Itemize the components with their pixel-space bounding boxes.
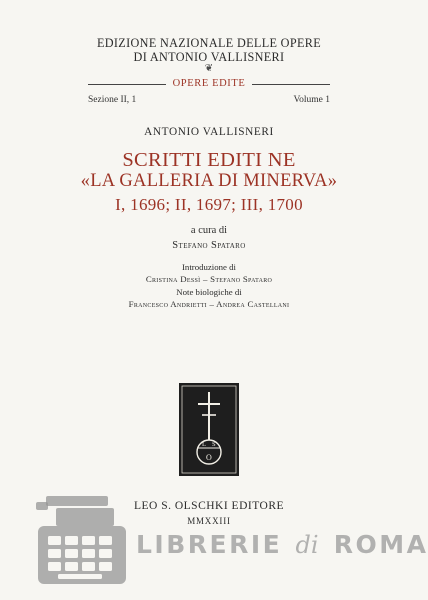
series-title xyxy=(0,36,418,64)
floral-ornament-icon: ❦ xyxy=(204,63,214,74)
author-name: ANTONIO VALLISNERI xyxy=(144,126,274,138)
curator-name: Stefano Spataro xyxy=(172,240,246,251)
book-title xyxy=(0,150,418,192)
book-subtitle: I, 1696; II, 1697; III, 1700 xyxy=(115,195,303,214)
book-title-line1: SCRITTI EDITI NE xyxy=(122,149,296,171)
series-title-line2: DI ANTONIO VALLISNERI xyxy=(133,50,285,64)
curated-by-label: a cura di xyxy=(190,225,228,236)
book-title-line2: «LA GALLERIA DI MINERVA» xyxy=(80,171,338,191)
publisher-emblem-icon xyxy=(178,382,240,477)
section-label: Sezione II, 1 xyxy=(88,95,137,105)
opere-edite-label: OPERE EDITE xyxy=(172,78,246,89)
rule-right xyxy=(252,84,330,85)
opere-edite-rule xyxy=(88,77,330,91)
notes-authors: Francesco Andrietti – Andrea Castellani xyxy=(128,299,290,309)
watermark-text xyxy=(136,530,428,559)
watermark xyxy=(36,488,428,588)
emblem-letter-s: S xyxy=(212,441,216,448)
watermark-city: ROMA xyxy=(333,530,428,559)
watermark-main: LIBRERIE xyxy=(136,530,283,559)
publication-year: MMXXIII xyxy=(187,516,231,526)
volume-label: Volume 1 xyxy=(293,95,330,105)
publisher-name: LEO S. OLSCHKI EDITORE xyxy=(133,500,285,512)
typewriter-logo-icon xyxy=(36,488,132,588)
emblem-letter-o: O xyxy=(206,453,212,462)
introduction-authors: Cristina Dessì – Stefano Spataro xyxy=(145,274,273,284)
notes-label: Note biologiche di xyxy=(176,287,242,297)
emblem-letter-l: L xyxy=(202,441,206,448)
introduction-label: Introduzione di xyxy=(182,262,236,272)
watermark-di: di xyxy=(295,531,319,559)
series-title-line1: EDIZIONE NAZIONALE DELLE OPERE xyxy=(96,36,322,50)
